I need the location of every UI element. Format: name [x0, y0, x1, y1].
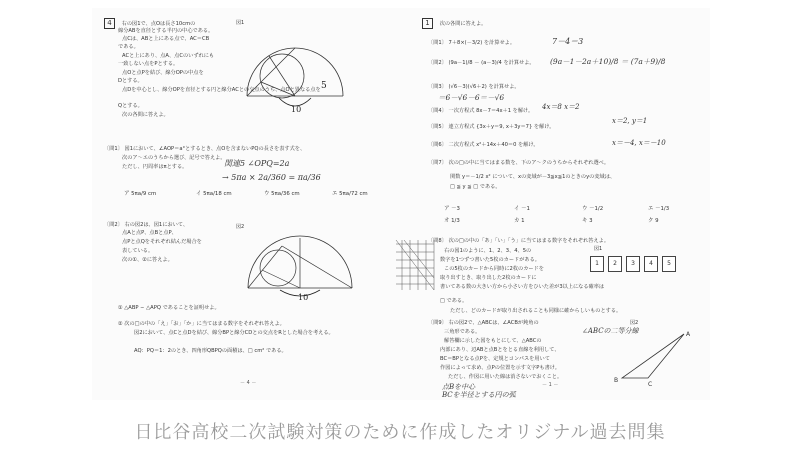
choice-e: オ 1/3	[444, 218, 460, 224]
page-number: － 1 －	[542, 382, 559, 388]
question-1-line: 次のア〜エのうちから選び、記号で答えよ。	[122, 155, 226, 161]
sub-question-2-line: ② 次の□の中の「え」「お」「か」に当てはまる数字をそれぞれ答えよ。	[118, 321, 285, 327]
handwritten-answer: x＝2, y＝1	[612, 117, 648, 125]
question-8-line: 右の図1のように、1、2、3、4、5の	[444, 248, 532, 254]
card-4: 4	[644, 256, 658, 272]
intro-line: ACと上にあり、点A、点Cのいずれにも	[122, 53, 215, 59]
question-2-line: 点Aと点P、点Bと点P、	[122, 230, 177, 236]
question-1-line: 〔問1〕 図1において、∠AOP＝a°とするとき、点Oを含まないPQの長さを表す式を、	[104, 146, 306, 152]
intro-line: 点Dを中心とし、線分OPを直径とする円と線分ACとの交点のうち、点Oと異なる点を	[122, 87, 321, 93]
intro-line: 線分ABを直径とする半円の中心である。	[118, 28, 214, 34]
question-8-line: この5枚のカードから同時に2枚のカードを	[444, 266, 544, 272]
svg-text:C: C	[648, 381, 653, 388]
intro-line: 一致しない点をPとする。	[118, 61, 179, 67]
figure-length-5: 5	[321, 81, 327, 91]
question-2-line: 表している。	[122, 248, 154, 254]
handwritten-note: BCを半径とする円の弧	[442, 391, 516, 399]
intro-line: 次の各問に答えよ。	[439, 21, 487, 27]
handwritten-answer: 7－4＝3	[552, 37, 584, 46]
question-8-line: 〔問8〕 次の□の中の「あ」「い」「う」に当てはまる数字をそれぞれ答えよ。	[428, 238, 610, 244]
card-5: 5	[662, 256, 676, 272]
figure-2-semicircle	[240, 230, 370, 302]
sub-question-2-line: 図2において、点Cと点Dを結び、線分BPと線分CDとの交点をRとした場合を考える。	[134, 330, 334, 336]
question-number: 4	[104, 18, 115, 29]
intro-line: 点Oと点Pを結び、線分OPの中点を	[122, 70, 204, 76]
item-3: 〔問3〕 (√6－3)(√6＋2) を計算せよ。	[428, 84, 520, 90]
card-1: 1	[590, 256, 604, 272]
card-3: 3	[626, 256, 640, 272]
figure-1-label: 図1	[594, 246, 603, 252]
intro-line: 点Cは、ABと上にある点で、AC＝CB	[122, 36, 210, 42]
intro-line: Dとする。	[118, 78, 143, 84]
intro-line: 次の各問に答えよ。	[122, 112, 169, 118]
figure-2-label: 図2	[630, 320, 639, 326]
choice-b: イ 5πa/18 cm	[196, 191, 232, 197]
item-5: 〔問5〕 連立方程式 {3x＋y＝9, x＋3y＝7} を解け。	[428, 124, 555, 130]
figure-1-semicircle	[239, 26, 349, 116]
handwritten-note: 点Bを中心	[442, 383, 476, 391]
intro-line: 右の図1で、点Oは長さ10cmの	[121, 21, 196, 27]
intro-line: である。	[118, 44, 139, 50]
question-9-line: 内部にあり、辺ABと点Bとをとる直線を利用して、	[440, 347, 560, 353]
figure-length-10: 10	[291, 105, 302, 114]
question-2-line: 点Pと点Qをそれぞれ結んだ場合を	[122, 239, 202, 245]
question-2-line: 〔問2〕 右の図2は、図1において、	[104, 222, 189, 228]
choice-g: キ 3	[582, 218, 593, 224]
item-2: 〔問2〕 (9a－1)/8 － (a－3)/4 を計算せよ。	[428, 60, 535, 66]
question-9-line: BC＝BPとなる点Pを、定規とコンパスを用いて	[440, 356, 550, 362]
handwritten-answer: x＝－4, x＝－10	[612, 139, 666, 147]
question-8-line: □ である。	[440, 298, 468, 304]
figure-2-label: 図2	[236, 224, 245, 230]
question-9-line: 解答欄に示した図をもとにして、△ABCの	[444, 338, 542, 344]
intro-line: Qとする。	[118, 103, 143, 109]
sub-question-2-line: AQ：PQ＝1：2のとき、四角形QBPQの面積は、□ cm² である。	[134, 348, 287, 354]
triangle-figure	[612, 328, 692, 388]
handwritten-note: → 5πa × 2a/360 = πa/36	[222, 173, 321, 182]
handwritten-note: 関連5 ∠OPQ=2a	[224, 159, 290, 168]
question-8-line: ただし、どのカードが取り出されることも同様に確からしいものとする。	[450, 308, 622, 314]
question-9-line: 〔問9〕 右の図2で、△ABCは、∠ACBが鈍角の	[428, 320, 539, 326]
question-number: 1	[422, 18, 433, 29]
handwritten-answer: (9a－1－2a＋10)/8 ＝ (7a＋9)/8	[550, 57, 666, 66]
figure-1-label: 図1	[236, 20, 245, 26]
item-4: 〔問4〕 一次方程式 8x－7＝4x＋1 を解け。	[428, 108, 534, 114]
figure-length-10: 10	[298, 293, 309, 302]
page-number: － 4 －	[240, 380, 257, 386]
scanned-page	[92, 8, 710, 400]
question-9-line: 作図によって求め、点Pの位置を示す文字Pも書け。	[440, 365, 560, 371]
choice-c: ウ －1/2	[582, 206, 604, 212]
handwritten-answer: 4x＝8 x＝2	[542, 103, 580, 111]
question-9-line: 三角形である。	[444, 329, 481, 335]
question-8-line: 数字を1つずつ書いた5枚のカードがある。	[440, 257, 540, 263]
choice-b: イ －1	[514, 206, 530, 212]
item-6: 〔問6〕 二次方程式 x²＋14x＋40＝0 を解け。	[428, 142, 539, 148]
question-1-line: ただし、円周率はπとする。	[122, 164, 188, 170]
question-7-line: □ ≦ y ≦ □ である。	[450, 184, 501, 190]
handwritten-note: ∠ABCの二等分線	[582, 327, 639, 335]
svg-text:B: B	[614, 377, 619, 384]
caption: 日比谷高校二次試験対策のために作成したオリジナル過去問集	[134, 422, 666, 443]
handwritten-answer: ＝6－√6－6＝－√6	[438, 93, 505, 102]
question-8-line: 書いてある数の大きい方から小さい方をひいた差が3以上になる確率は	[440, 284, 605, 290]
question-9-line: ただし、作図に用いた線は消さないでおくこと。	[448, 374, 563, 380]
item-7: 〔問7〕 次の□の中に当てはまる数を、下のア〜クのうちからそれぞれ選べ。	[428, 160, 610, 166]
card-2: 2	[608, 256, 622, 272]
choice-d: エ －1/3	[648, 206, 670, 212]
svg-text:A: A	[686, 331, 691, 338]
question-7-line: 関数 y＝－1/2 x² について、xの変域が－3≦x≦1のときのyの変域は、	[450, 174, 616, 180]
question-8-line: 取り出すとき、取り出した2枚のカードに	[440, 275, 537, 281]
question-2-line: 次の①、②に答えよ。	[122, 257, 173, 263]
question-1-header	[422, 18, 486, 29]
choice-f: カ 1	[514, 218, 525, 224]
choice-c: ウ 5πa/36 cm	[264, 191, 300, 197]
choice-d: エ 5πa/72 cm	[332, 191, 368, 197]
item-1: 〔問1〕 7＋8×(－3/2) を計算せよ。	[428, 40, 516, 46]
choice-a: ア －3	[444, 206, 460, 212]
choice-a: ア 5πa/9 cm	[124, 191, 157, 197]
sub-question-1: ① △ABP ∽ △APQ であることを証明せよ。	[118, 305, 220, 311]
choice-h: ク 9	[648, 218, 659, 224]
